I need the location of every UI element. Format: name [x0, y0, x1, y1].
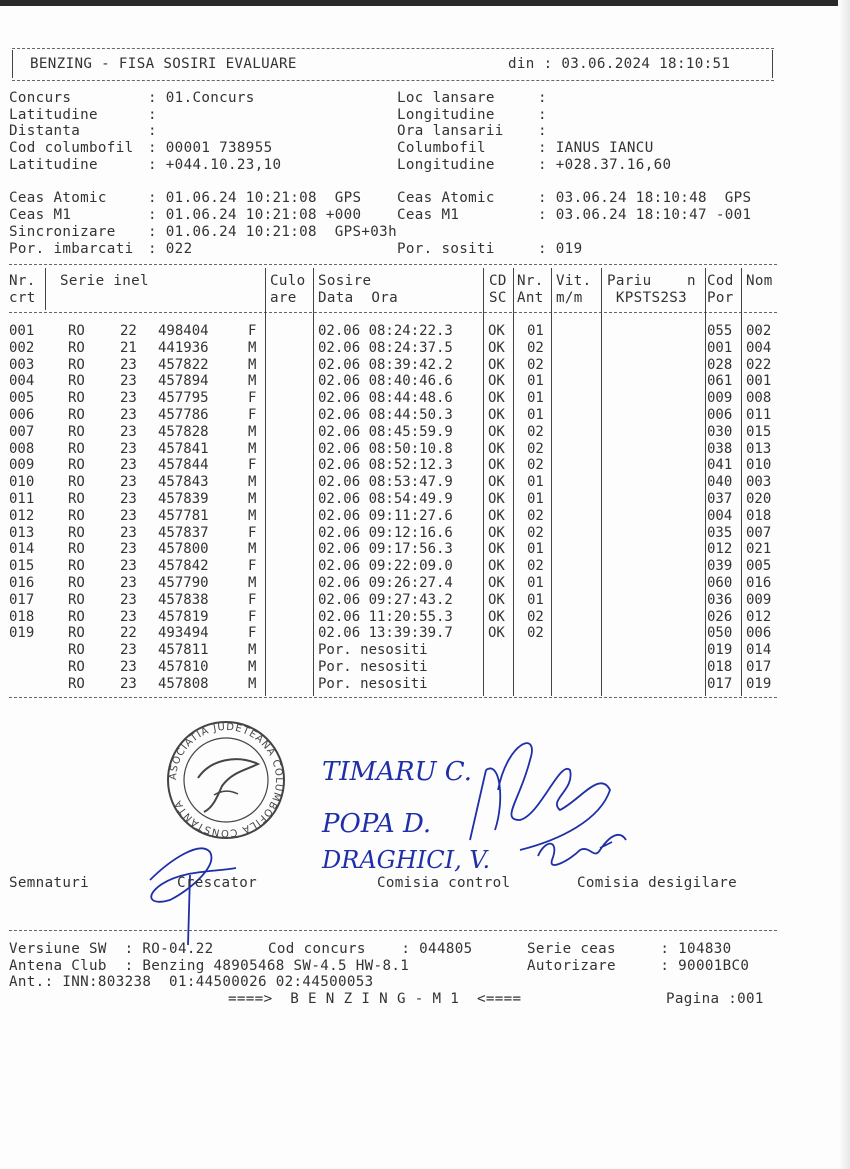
- col-header-are: are: [270, 290, 297, 306]
- antenna: 02: [527, 608, 544, 625]
- cod-por: 060: [707, 575, 733, 591]
- ring-year: 23: [120, 642, 137, 659]
- ring-country: RO: [68, 524, 85, 541]
- nom: 007: [746, 524, 772, 541]
- sex: M: [248, 659, 257, 675]
- nom: 004: [746, 339, 772, 356]
- sex: M: [248, 541, 257, 558]
- info-value: :: [538, 107, 547, 123]
- sex: F: [248, 558, 257, 575]
- info-value: :: [148, 107, 157, 123]
- row-nr: 015: [9, 558, 35, 575]
- row-nr: 012: [9, 507, 35, 524]
- nom: 019: [746, 675, 772, 692]
- row-nr: 008: [9, 440, 35, 457]
- info-value: : +028.37.16,60: [538, 157, 672, 173]
- sex: M: [248, 440, 257, 457]
- ring-number: 493494: [158, 625, 209, 642]
- nom: 008: [746, 390, 772, 407]
- col-header-culo: Culo: [270, 273, 306, 289]
- nom: 017: [746, 659, 772, 675]
- arrival-time: 02.06 09:26:27.4: [318, 575, 453, 591]
- info-label: Columbofil: [397, 140, 486, 156]
- ring-number: 457790: [158, 575, 209, 591]
- ring-year: 21: [120, 339, 137, 356]
- col-header-cd: CD: [489, 273, 507, 289]
- signature-desigilare-label: Comisia desigilare: [577, 875, 738, 891]
- sex: M: [248, 373, 257, 390]
- ring-number: 441936: [158, 339, 209, 356]
- footer-divider: [9, 930, 777, 931]
- row-nr: 017: [9, 591, 35, 608]
- ring-number: 457844: [158, 457, 209, 474]
- cd-status: OK: [488, 625, 505, 642]
- ring-number: 457800: [158, 541, 209, 558]
- cod-por: 018: [707, 659, 733, 675]
- ring-year: 23: [120, 558, 137, 575]
- nom: 010: [746, 457, 772, 474]
- cd-status: OK: [488, 390, 505, 407]
- clock-label: Por. imbarcati: [9, 241, 134, 257]
- sex: F: [248, 457, 257, 474]
- sex: F: [248, 407, 257, 423]
- signature-stroke: [470, 768, 500, 840]
- cod-por: 050: [707, 625, 733, 642]
- nom: 018: [746, 507, 772, 524]
- antenna: 01: [527, 491, 544, 507]
- signatures-label: Semnaturi: [9, 875, 90, 891]
- nom: 003: [746, 474, 772, 491]
- cd-status: OK: [488, 491, 505, 507]
- arrival-time: 02.06 08:53:47.9: [318, 474, 453, 491]
- footer-page-number: Pagina :001: [666, 991, 764, 1007]
- row-nr: 004: [9, 373, 35, 390]
- arrival-time: 02.06 09:11:27.6: [318, 507, 453, 524]
- cd-status: OK: [488, 608, 505, 625]
- cod-por: 004: [707, 507, 733, 524]
- arrival-time: 02.06 08:40:46.6: [318, 373, 453, 390]
- ring-number: 457894: [158, 373, 209, 390]
- ring-number: 498404: [158, 323, 209, 339]
- antenna: 02: [527, 440, 544, 457]
- info-label: Loc lansare: [397, 90, 495, 106]
- cd-status: OK: [488, 339, 505, 356]
- col-header-sosire: Sosire: [318, 273, 372, 289]
- footer-version: Versiune SW : RO-04.22: [9, 941, 214, 957]
- nom: 005: [746, 558, 772, 575]
- antenna: 02: [527, 558, 544, 575]
- row-nr: 007: [9, 423, 35, 440]
- col-header-nr: Nr.: [9, 273, 36, 289]
- info-value: :: [538, 123, 547, 139]
- arrival-time: 02.06 08:44:48.6: [318, 390, 453, 407]
- row-nr: 001: [9, 323, 35, 339]
- ring-number: 457838: [158, 591, 209, 608]
- info-value: : IANUS IANCU: [538, 140, 654, 156]
- arrival-time: 02.06 08:24:37.5: [318, 339, 453, 356]
- ring-year: 23: [120, 356, 137, 373]
- arrival-time: 02.06 09:27:43.2: [318, 591, 453, 608]
- antenna: 01: [527, 390, 544, 407]
- ring-country: RO: [68, 423, 85, 440]
- clock-value: : 03.06.24 18:10:48 GPS: [538, 190, 752, 206]
- ring-year: 23: [120, 474, 137, 491]
- antenna: 02: [527, 507, 544, 524]
- row-nr: 003: [9, 356, 35, 373]
- clock-label: Ceas M1: [397, 207, 460, 223]
- cod-por: 041: [707, 457, 733, 474]
- info-label: Latitudine: [9, 107, 98, 123]
- ring-country: RO: [68, 625, 85, 642]
- cd-status: OK: [488, 474, 505, 491]
- sex: M: [248, 491, 257, 507]
- col-header-serie: Serie inel: [60, 273, 149, 289]
- sex: M: [248, 507, 257, 524]
- ring-year: 23: [120, 541, 137, 558]
- sex: F: [248, 591, 257, 608]
- arrival-time: 02.06 08:50:10.8: [318, 440, 453, 457]
- sex: M: [248, 339, 257, 356]
- antenna: 02: [527, 524, 544, 541]
- info-label: Longitudine: [397, 157, 495, 173]
- footer-serie-ceas: Serie ceas : 104830: [527, 941, 732, 957]
- ring-number: 457841: [158, 440, 209, 457]
- nom: 014: [746, 642, 772, 659]
- ring-year: 23: [120, 407, 137, 423]
- cd-status: OK: [488, 524, 505, 541]
- sex: M: [248, 423, 257, 440]
- signature-control-label: Comisia control: [377, 875, 511, 891]
- cd-status: OK: [488, 373, 505, 390]
- handwritten-name-2: POPA D.: [322, 809, 432, 839]
- info-value: :: [538, 90, 547, 106]
- row-nr: 018: [9, 608, 35, 625]
- ring-country: RO: [68, 407, 85, 423]
- footer-ant: Ant.: INN:803238 01:44500026 02:44500053: [9, 974, 374, 990]
- cod-por: 055: [707, 323, 733, 339]
- arrival-time: Por. nesositi: [318, 642, 428, 659]
- ring-number: 457819: [158, 608, 209, 625]
- ring-year: 23: [120, 591, 137, 608]
- ring-country: RO: [68, 356, 85, 373]
- ring-country: RO: [68, 440, 85, 457]
- ring-number: 457795: [158, 390, 209, 407]
- sex: M: [248, 575, 257, 591]
- nom: 022: [746, 356, 772, 373]
- antenna: 02: [527, 356, 544, 373]
- sex: F: [248, 323, 257, 339]
- nom: 012: [746, 608, 772, 625]
- antenna: 01: [527, 474, 544, 491]
- arrival-time: 02.06 08:54:49.9: [318, 491, 453, 507]
- row-nr: 011: [9, 491, 35, 507]
- handwritten-name-1: TIMARU C.: [322, 757, 472, 787]
- col-header-vit: Vit.: [556, 273, 592, 289]
- report-title: BENZING - FISA SOSIRI EVALUARE: [30, 56, 297, 72]
- clock-label: Por. sositi: [397, 241, 495, 257]
- ring-country: RO: [68, 339, 85, 356]
- ring-number: 457811: [158, 642, 209, 659]
- row-nr: 006: [9, 407, 35, 423]
- ring-country: RO: [68, 457, 85, 474]
- clock-label: Sincronizare: [9, 224, 116, 240]
- antenna: 02: [527, 457, 544, 474]
- col-header-ant: Ant: [517, 290, 544, 306]
- sex: F: [248, 524, 257, 541]
- nom: 013: [746, 440, 772, 457]
- cd-status: OK: [488, 457, 505, 474]
- ring-country: RO: [68, 608, 85, 625]
- antenna: 01: [527, 373, 544, 390]
- ring-country: RO: [68, 659, 85, 675]
- signature-crescator-label: Crescator: [177, 875, 258, 891]
- ring-year: 23: [120, 575, 137, 591]
- antenna: 02: [527, 423, 544, 440]
- ring-country: RO: [68, 558, 85, 575]
- arrival-time: 02.06 08:52:12.3: [318, 457, 453, 474]
- ring-country: RO: [68, 373, 85, 390]
- ring-country: RO: [68, 323, 85, 339]
- cd-status: OK: [488, 356, 505, 373]
- clock-value: : 022: [148, 241, 193, 257]
- cd-status: OK: [488, 507, 505, 524]
- arrival-time: Por. nesositi: [318, 675, 428, 692]
- cod-por: 040: [707, 474, 733, 491]
- ring-country: RO: [68, 541, 85, 558]
- ring-country: RO: [68, 591, 85, 608]
- club-stamp: [168, 722, 284, 838]
- cd-status: OK: [488, 440, 505, 457]
- cod-por: 019: [707, 642, 733, 659]
- ring-year: 23: [120, 373, 137, 390]
- ring-year: 23: [120, 524, 137, 541]
- ring-country: RO: [68, 507, 85, 524]
- clock-label: Ceas M1: [9, 207, 72, 223]
- col-header-nom: Nom: [746, 273, 773, 289]
- info-label: Cod columbofil: [9, 140, 134, 156]
- cod-por: 039: [707, 558, 733, 575]
- clock-label: Ceas Atomic: [397, 190, 495, 206]
- ring-number: 457839: [158, 491, 209, 507]
- footer-antena: Antena Club : Benzing 48905468 SW-4.5 HW-8.1: [9, 958, 410, 974]
- arrival-time: 02.06 11:20:55.3: [318, 608, 453, 625]
- footer-device: ====> B E N Z I N G - M 1 <====: [228, 991, 522, 1007]
- cd-status: OK: [488, 541, 505, 558]
- clock-value: : 01.06.24 10:21:08 GPS+03h: [148, 224, 397, 240]
- ring-number: 457781: [158, 507, 209, 524]
- sex: F: [248, 390, 257, 407]
- nom: 016: [746, 575, 772, 591]
- ring-country: RO: [68, 575, 85, 591]
- nom: 001: [746, 373, 772, 390]
- ring-year: 23: [120, 659, 137, 675]
- arrival-time: Por. nesositi: [318, 659, 428, 675]
- ring-number: 457843: [158, 474, 209, 491]
- ring-number: 457808: [158, 675, 209, 692]
- ring-year: 23: [120, 390, 137, 407]
- ring-year: 23: [120, 423, 137, 440]
- cd-status: OK: [488, 423, 505, 440]
- antenna: 01: [527, 323, 544, 339]
- cod-por: 030: [707, 423, 733, 440]
- antenna: 01: [527, 407, 544, 423]
- cod-por: 012: [707, 541, 733, 558]
- arrival-time: 02.06 08:45:59.9: [318, 423, 453, 440]
- info-value: : +044.10.23,10: [148, 157, 282, 173]
- clock-value: : 01.06.24 10:21:08 +000: [148, 207, 362, 223]
- arrival-time: 02.06 09:12:16.6: [318, 524, 453, 541]
- col-header-por: Por: [707, 290, 734, 306]
- cod-por: 035: [707, 524, 733, 541]
- antenna: 01: [527, 591, 544, 608]
- row-nr: 013: [9, 524, 35, 541]
- cod-por: 028: [707, 356, 733, 373]
- ring-year: 23: [120, 507, 137, 524]
- arrival-time: 02.06 08:24:22.3: [318, 323, 453, 339]
- info-label: Latitudine: [9, 157, 98, 173]
- info-value: : 00001 738955: [148, 140, 273, 156]
- nom: 015: [746, 423, 772, 440]
- ring-year: 23: [120, 675, 137, 692]
- nom: 020: [746, 491, 772, 507]
- info-label: Longitudine: [397, 107, 495, 123]
- nom: 009: [746, 591, 772, 608]
- sex: F: [248, 625, 257, 642]
- ring-year: 23: [120, 457, 137, 474]
- ring-number: 457837: [158, 524, 209, 541]
- cd-status: OK: [488, 323, 505, 339]
- row-nr: 005: [9, 390, 35, 407]
- col-header-kpsts: KPSTS2S3: [607, 290, 688, 306]
- cod-por: 038: [707, 440, 733, 457]
- footer-autorizare: Autorizare : 90001BC0: [527, 958, 750, 974]
- ring-year: 23: [120, 491, 137, 507]
- antenna: 01: [527, 541, 544, 558]
- clock-value: : 03.06.24 18:10:47 -001: [538, 207, 752, 223]
- ring-country: RO: [68, 474, 85, 491]
- arrival-time: 02.06 09:17:56.3: [318, 541, 453, 558]
- clock-label: Ceas Atomic: [9, 190, 107, 206]
- row-nr: 016: [9, 575, 35, 591]
- cod-por: 017: [707, 675, 733, 692]
- cod-por: 006: [707, 407, 733, 423]
- nom: 021: [746, 541, 772, 558]
- ring-year: 23: [120, 608, 137, 625]
- ring-number: 457828: [158, 423, 209, 440]
- nom: 006: [746, 625, 772, 642]
- cd-status: OK: [488, 407, 505, 423]
- antenna: 02: [527, 339, 544, 356]
- sex: M: [248, 675, 257, 692]
- signature-control: [498, 743, 610, 850]
- cod-por: 001: [707, 339, 733, 356]
- cod-por: 009: [707, 390, 733, 407]
- arrival-time: 02.06 13:39:39.7: [318, 625, 453, 642]
- info-label: Distanta: [9, 123, 81, 139]
- col-header-nr-ant: Nr.: [517, 273, 544, 289]
- nom: 002: [746, 323, 772, 339]
- arrival-time: 02.06 09:22:09.0: [318, 558, 453, 575]
- info-value: : 01.Concurs: [148, 90, 255, 106]
- sex: M: [248, 642, 257, 659]
- col-header-mm: m/m: [556, 290, 583, 306]
- arrival-time: 02.06 08:44:50.3: [318, 407, 453, 423]
- ring-year: 22: [120, 625, 137, 642]
- cd-status: OK: [488, 591, 505, 608]
- antenna: 01: [527, 575, 544, 591]
- ring-number: 457842: [158, 558, 209, 575]
- report-date: din : 03.06.2024 18:10:51: [508, 56, 731, 72]
- antenna: 02: [527, 625, 544, 642]
- handwritten-name-3: DRAGHICI, V.: [322, 846, 491, 874]
- info-label: Ora lansarii: [397, 123, 504, 139]
- sex: M: [248, 356, 257, 373]
- info-label: Concurs: [9, 90, 72, 106]
- col-header-crt: crt: [9, 290, 36, 306]
- nom: 011: [746, 407, 772, 423]
- ring-country: RO: [68, 491, 85, 507]
- cod-por: 026: [707, 608, 733, 625]
- cod-por: 061: [707, 373, 733, 390]
- stamp-text: ASOCIATIA JUDETEANA COLUMBOFILA CONSTANTA: [167, 721, 285, 839]
- cod-por: 037: [707, 491, 733, 507]
- col-header-pariu: Pariu n: [607, 273, 696, 289]
- sex: M: [248, 474, 257, 491]
- row-nr: 010: [9, 474, 35, 491]
- col-header-data-ora: Data Ora: [318, 290, 399, 306]
- col-header-sc: SC: [489, 290, 507, 306]
- ring-country: RO: [68, 675, 85, 692]
- arrival-time: 02.06 08:39:42.2: [318, 356, 453, 373]
- sex: F: [248, 608, 257, 625]
- cod-por: 036: [707, 591, 733, 608]
- ring-country: RO: [68, 390, 85, 407]
- cd-status: OK: [488, 558, 505, 575]
- info-value: :: [148, 123, 157, 139]
- ring-country: RO: [68, 642, 85, 659]
- ring-year: 23: [120, 440, 137, 457]
- col-header-cod: Cod: [707, 273, 734, 289]
- clock-value: : 019: [538, 241, 583, 257]
- row-nr: 002: [9, 339, 35, 356]
- ring-number: 457786: [158, 407, 209, 423]
- ring-year: 22: [120, 323, 137, 339]
- row-nr: 009: [9, 457, 35, 474]
- clock-value: : 01.06.24 10:21:08 GPS: [148, 190, 362, 206]
- ring-number: 457810: [158, 659, 209, 675]
- cd-status: OK: [488, 575, 505, 591]
- row-nr: 019: [9, 625, 35, 642]
- ring-number: 457822: [158, 356, 209, 373]
- footer-cod-concurs: Cod concurs : 044805: [268, 941, 473, 957]
- row-nr: 014: [9, 541, 35, 558]
